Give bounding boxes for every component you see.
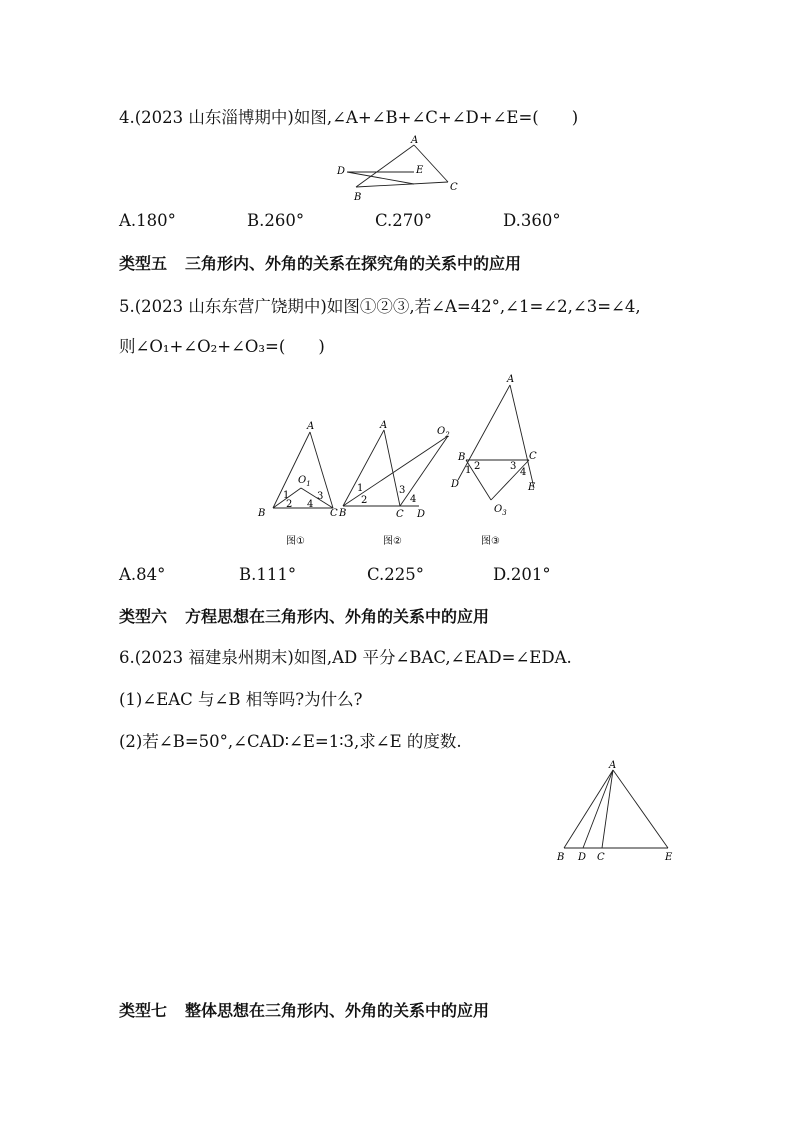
section-heading-type7 — [119, 1000, 489, 1022]
fig1-angle-4: 4 — [307, 499, 314, 510]
fig3-label-o3: $O_3$ — [494, 504, 507, 517]
fig2-angle-1: 1 — [357, 483, 364, 494]
q5-option-b: B.111° — [239, 565, 297, 584]
fig1-label-o1: $O_1$ — [298, 475, 311, 488]
fig3-label-a: A — [507, 374, 515, 385]
type5-title: 三角形内、外角的关系在探究角的关系中的应用 — [185, 254, 522, 273]
q4-option-d: D.360° — [503, 211, 561, 230]
q5-figure-3 — [448, 370, 548, 550]
fig1-angle-3: 3 — [317, 491, 324, 502]
q4-option-c: C.270° — [375, 211, 433, 230]
fig3-label-c: C — [529, 451, 537, 462]
fig2-caption: 图② — [383, 536, 402, 547]
q5-option-c: C.225° — [367, 565, 425, 584]
fig2-label-o2: $O_2$ — [437, 426, 450, 439]
fig2-label-b: B — [339, 508, 347, 519]
q5-figure-1 — [255, 418, 338, 550]
q4-label-d: D — [337, 166, 346, 177]
fig1-angle-1: 1 — [283, 490, 290, 501]
fig3-angle-2: 2 — [474, 461, 481, 472]
fig1-caption: 图① — [286, 536, 305, 547]
fig2-angle-2: 2 — [361, 495, 368, 506]
fig3-label-b: B — [458, 452, 466, 463]
q6-sub2: (2)若∠B=50°,∠CAD∶∠E=1∶3,求∠E 的度数. — [119, 732, 462, 751]
section-heading-type6 — [119, 606, 489, 628]
q6-figure — [550, 760, 680, 865]
fig3-caption: 图③ — [481, 536, 500, 547]
fig2-label-c: C — [396, 509, 404, 520]
fig2-angle-4: 4 — [410, 494, 417, 505]
q6-label-e: E — [665, 852, 673, 863]
fig3-label-e: E — [528, 482, 536, 493]
q5-figure-2 — [335, 418, 460, 550]
fig2-label-d: D — [417, 509, 426, 520]
q5-stem-line2: 则∠O₁+∠O₂+∠O₃=( ) — [119, 337, 325, 356]
q4-figure — [330, 132, 470, 204]
q5-option-a: A.84° — [119, 565, 166, 584]
type6-title: 方程思想在三角形内、外角的关系中的应用 — [185, 607, 490, 626]
fig1-label-b: B — [258, 508, 266, 519]
q5-stem-line1: 5.(2023 山东东营广饶期中)如图①②③,若∠A=42°,∠1=∠2,∠3=∠4, — [119, 297, 641, 316]
fig1-label-a: A — [307, 421, 315, 432]
type5-number: 类型五 — [119, 254, 168, 273]
fig3-label-d: D — [451, 479, 460, 490]
q4-label-c: C — [450, 182, 458, 193]
q4-option-a: A.180° — [119, 211, 176, 230]
fig3-angle-1: 1 — [465, 465, 472, 476]
q6-stem: 6.(2023 福建泉州期末)如图,AD 平分∠BAC,∠EAD=∠EDA. — [119, 648, 572, 667]
q5-option-d: D.201° — [493, 565, 551, 584]
type7-number: 类型七 — [119, 1001, 168, 1020]
fig3-angle-3: 3 — [510, 461, 517, 472]
fig3-angle-4: 4 — [520, 467, 527, 478]
q6-label-d: D — [578, 852, 587, 863]
q6-label-b: B — [557, 852, 565, 863]
q4-label-b: B — [354, 192, 362, 203]
q4-label-e: E — [416, 165, 424, 176]
type7-title: 整体思想在三角形内、外角的关系中的应用 — [185, 1001, 490, 1020]
fig2-angle-3: 3 — [399, 485, 406, 496]
q4-option-b: B.260° — [247, 211, 305, 230]
q4-label-a: A — [411, 135, 419, 146]
fig2-label-a: A — [380, 420, 388, 431]
q6-label-a: A — [609, 760, 617, 771]
fig1-label-c: C — [330, 508, 338, 519]
q6-label-c: C — [597, 852, 605, 863]
type6-number: 类型六 — [119, 607, 168, 626]
fig1-angle-2: 2 — [286, 499, 293, 510]
q4-stem: 4.(2023 山东淄博期中)如图,∠A+∠B+∠C+∠D+∠E=( ) — [119, 108, 579, 127]
section-heading-type5 — [119, 253, 521, 275]
q6-sub1: (1)∠EAC 与∠B 相等吗?为什么? — [119, 690, 363, 709]
